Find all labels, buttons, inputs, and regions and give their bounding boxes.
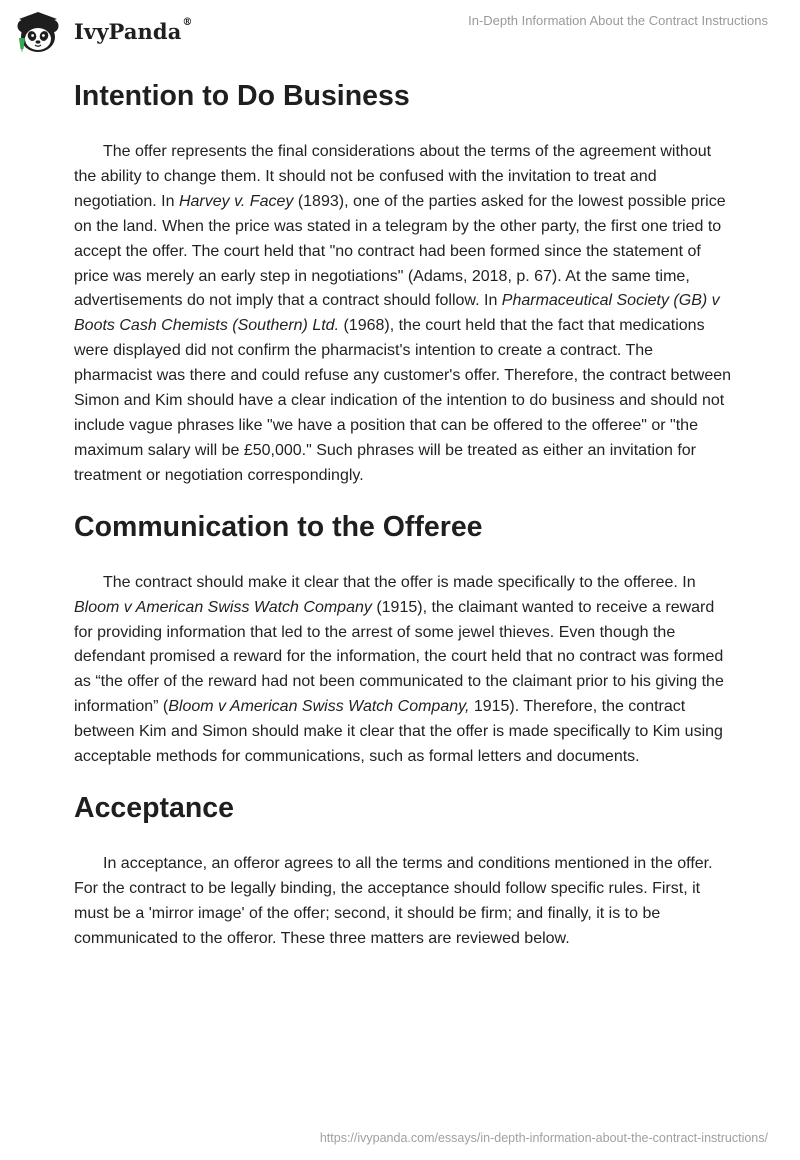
text-run: The offer represents the final considerations about the terms of the agreement without the ability to change them. It should not be confused with the invitation to treat and negotiation. In (74, 143, 712, 210)
text-run: In acceptance, an offeror agrees to all the terms and conditions mentioned in the offer. For the contract to be legally binding, the acceptance should follow specific rules. First, it must be a 'mirror image' of the offer; second, it should be firm; and finally, it is to be communicated to the offeror. These three matters are reviewed below. (74, 854, 713, 947)
text-run: The contract should make it clear that the offer is made specifically to the offeree. In (103, 573, 696, 591)
section-paragraph-acceptance (74, 852, 734, 952)
case-citation: Bloom v American Swiss Watch Company, (168, 698, 470, 716)
brand-name: IvyPanda® (74, 16, 193, 44)
essay-content (74, 68, 734, 952)
running-title: In-Depth Information About the Contract Instructions (468, 13, 768, 28)
case-citation: Bloom v American Swiss Watch Company (74, 598, 372, 616)
section-paragraph-communication (74, 571, 734, 770)
source-url[interactable]: https://ivypanda.com/essays/in-depth-information-about-the-contract-instructions/ (319, 1131, 768, 1145)
section-heading-communication: Communication to the Offeree (74, 510, 483, 543)
text-run: (1893), one of the parties asked for the lowest possible price on the land. When the price was stated in a telegram by the other party, the first one tried to accept the offer. The court held that "no contract had been formed since the statement of price was merely an early step in negotiations" (Adams, 2018, p. 67). At the same time, advertisements do not imply that a contract should follow. In (74, 192, 726, 310)
page-header (0, 0, 800, 60)
text-run: 1915). Therefore, the contract between Kim and Simon should make it clear that the offer is made specifically to Kim using acceptable methods for communications, such as formal letters and documents. (74, 698, 723, 766)
panda-graduation-cap-icon (14, 9, 66, 55)
section-heading-intention: Intention to Do Business (74, 80, 410, 112)
case-citation: Harvey v. Facey (178, 192, 294, 210)
text-run: (1968), the court held that the fact that medications were displayed did not confirm the pharmacist's intention to create a contract. The pharmacist was there and could refuse any customer's offer. Therefore, the contract between Simon and Kim should have a clear indication of the intention to do business and should not include vague phrases like "we have a position that can be offered to the offeree" or "the maximum salary will be £50,000." Such phrases will be treated as either an invitation for treatment or negotiation correspondingly. (74, 317, 732, 484)
case-citation: Pharmaceutical Society (GB) v Boots Cash Chemists (Southern) Ltd. (74, 292, 720, 335)
section-heading-acceptance: Acceptance (74, 791, 234, 824)
section-paragraph-intention (74, 140, 734, 489)
brand-logo[interactable] (14, 9, 193, 55)
registered-mark: ® (182, 16, 193, 28)
text-run: (1915), the claimant wanted to receive a reward for providing information that led to the arrest of some jewel thieves. Even though the defendant promised a reward for the information, the court held that no contract was formed as “the offer of the reward had not been communicated to the claimant prior to his giving the information” ( (74, 598, 724, 716)
